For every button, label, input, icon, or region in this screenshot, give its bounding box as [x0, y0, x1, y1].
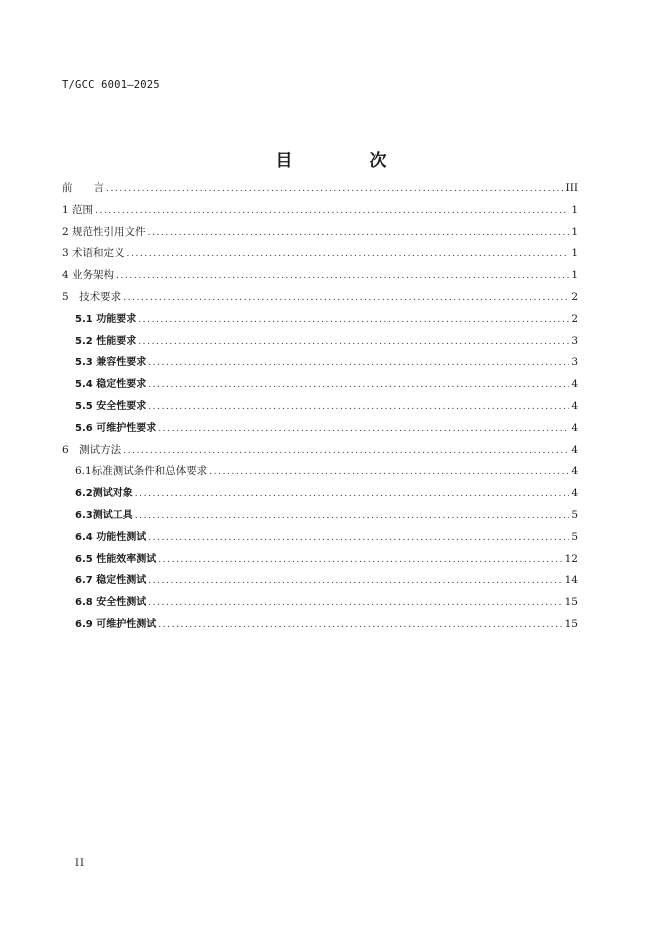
toc-entry-6-3[interactable] [62, 505, 578, 527]
toc-leader-dots [148, 375, 569, 397]
toc-entry-page: 2 [571, 290, 578, 303]
toc-entry-page: 4 [571, 421, 578, 434]
toc-entry-label: 4 业务架构 [62, 269, 115, 282]
toc-entry-page: 1 [571, 225, 578, 238]
toc-leader-dots [138, 332, 569, 354]
table-of-contents [62, 178, 578, 636]
toc-entry-label: 6.2测试对象 [75, 488, 133, 500]
toc-entry-5-3[interactable] [62, 352, 578, 374]
toc-entry-label: 6.8 安全性测试 [75, 597, 147, 609]
toc-leader-dots [148, 528, 569, 550]
toc-leader-dots [158, 615, 562, 637]
toc-entry-label: 5 技术要求 [62, 290, 122, 303]
toc-leader-dots [135, 506, 570, 528]
toc-entry-label: 5.4 稳定性要求 [75, 379, 147, 391]
toc-entry-page: 1 [571, 269, 578, 282]
toc-entry-label: 6 测试方法 [62, 443, 122, 456]
toc-entry-label: 2 规范性引用文件 [62, 225, 146, 238]
toc-entry-5-4[interactable] [62, 374, 578, 396]
toc-entry-6-4[interactable] [62, 527, 578, 549]
toc-entry-page: 14 [564, 574, 578, 587]
toc-entry-page: 2 [571, 312, 578, 325]
toc-leader-dots [148, 353, 569, 375]
toc-entry-label: 5.1 功能要求 [75, 313, 137, 325]
toc-entry-label: 6.7 稳定性测试 [75, 575, 147, 587]
toc-entry-5-5[interactable] [62, 396, 578, 418]
toc-leader-dots [148, 571, 562, 593]
toc-leader-dots [116, 266, 569, 288]
toc-leader-dots [127, 244, 570, 266]
toc-entry-6-8[interactable] [62, 592, 578, 614]
toc-entry-page: 1 [571, 203, 578, 216]
toc-entry-label: 5.5 安全性要求 [75, 400, 147, 412]
toc-entry-label: 前 言 [62, 182, 104, 194]
toc-entry-label: 5.6 可维护性要求 [75, 422, 157, 434]
toc-entry-label: 6.3测试工具 [75, 509, 133, 521]
toc-leader-dots [123, 288, 569, 310]
toc-entry-6-1[interactable] [62, 461, 578, 483]
toc-entry-scope[interactable] [62, 200, 578, 222]
toc-leader-dots [135, 484, 570, 506]
toc-entry-test-methods[interactable] [62, 440, 578, 462]
toc-leader-dots [138, 310, 569, 332]
toc-entry-label: 6.1标准测试条件和总体要求 [75, 465, 208, 478]
toc-leader-dots [158, 419, 569, 441]
toc-entry-page: 4 [571, 487, 578, 500]
toc-leader-dots [148, 397, 569, 419]
toc-entry-6-7[interactable] [62, 570, 578, 592]
toc-entry-page: 12 [564, 552, 578, 565]
toc-title: 目 次 [275, 151, 417, 171]
toc-leader-dots [148, 593, 562, 615]
toc-entry-label: 6.4 功能性测试 [75, 531, 147, 543]
toc-entry-page: 4 [571, 443, 578, 456]
toc-entry-page: 1 [571, 247, 578, 260]
toc-entry-page: 3 [571, 334, 578, 347]
toc-entry-page: 5 [571, 530, 578, 543]
toc-leader-dots [106, 179, 564, 201]
toc-entry-6-5[interactable] [62, 549, 578, 571]
toc-entry-technical-requirements[interactable] [62, 287, 578, 309]
toc-entry-foreword[interactable] [62, 178, 578, 200]
toc-entry-page: 15 [564, 596, 578, 609]
document-code: T/GCC 6001—2025 [62, 79, 160, 91]
toc-leader-dots [148, 223, 570, 245]
toc-entry-6-9[interactable] [62, 614, 578, 636]
toc-entry-5-6[interactable] [62, 418, 578, 440]
toc-leader-dots [158, 550, 562, 572]
toc-entry-page: 5 [571, 508, 578, 521]
toc-entry-business-architecture[interactable] [62, 265, 578, 287]
toc-entry-page: 3 [571, 356, 578, 369]
toc-entry-page: III [565, 182, 578, 194]
toc-entry-page: 4 [571, 465, 578, 478]
toc-leader-dots [123, 441, 569, 463]
toc-entry-label: 1 范围 [62, 203, 94, 216]
toc-entry-5-2[interactable] [62, 331, 578, 353]
page-number: II [75, 858, 85, 869]
toc-entry-label: 5.2 性能要求 [75, 335, 137, 347]
toc-entry-label: 5.3 兼容性要求 [75, 357, 147, 369]
toc-entry-page: 4 [571, 378, 578, 391]
toc-entry-terms-definitions[interactable] [62, 243, 578, 265]
toc-entry-label: 3 术语和定义 [62, 247, 125, 260]
toc-entry-page: 4 [571, 399, 578, 412]
toc-entry-label: 6.9 可维护性测试 [75, 618, 157, 630]
toc-leader-dots [95, 201, 569, 223]
toc-entry-normative-references[interactable] [62, 222, 578, 244]
toc-leader-dots [209, 462, 569, 484]
toc-entry-label: 6.5 性能效率测试 [75, 553, 157, 565]
toc-entry-page: 15 [564, 617, 578, 630]
toc-entry-6-2[interactable] [62, 483, 578, 505]
toc-entry-5-1[interactable] [62, 309, 578, 331]
